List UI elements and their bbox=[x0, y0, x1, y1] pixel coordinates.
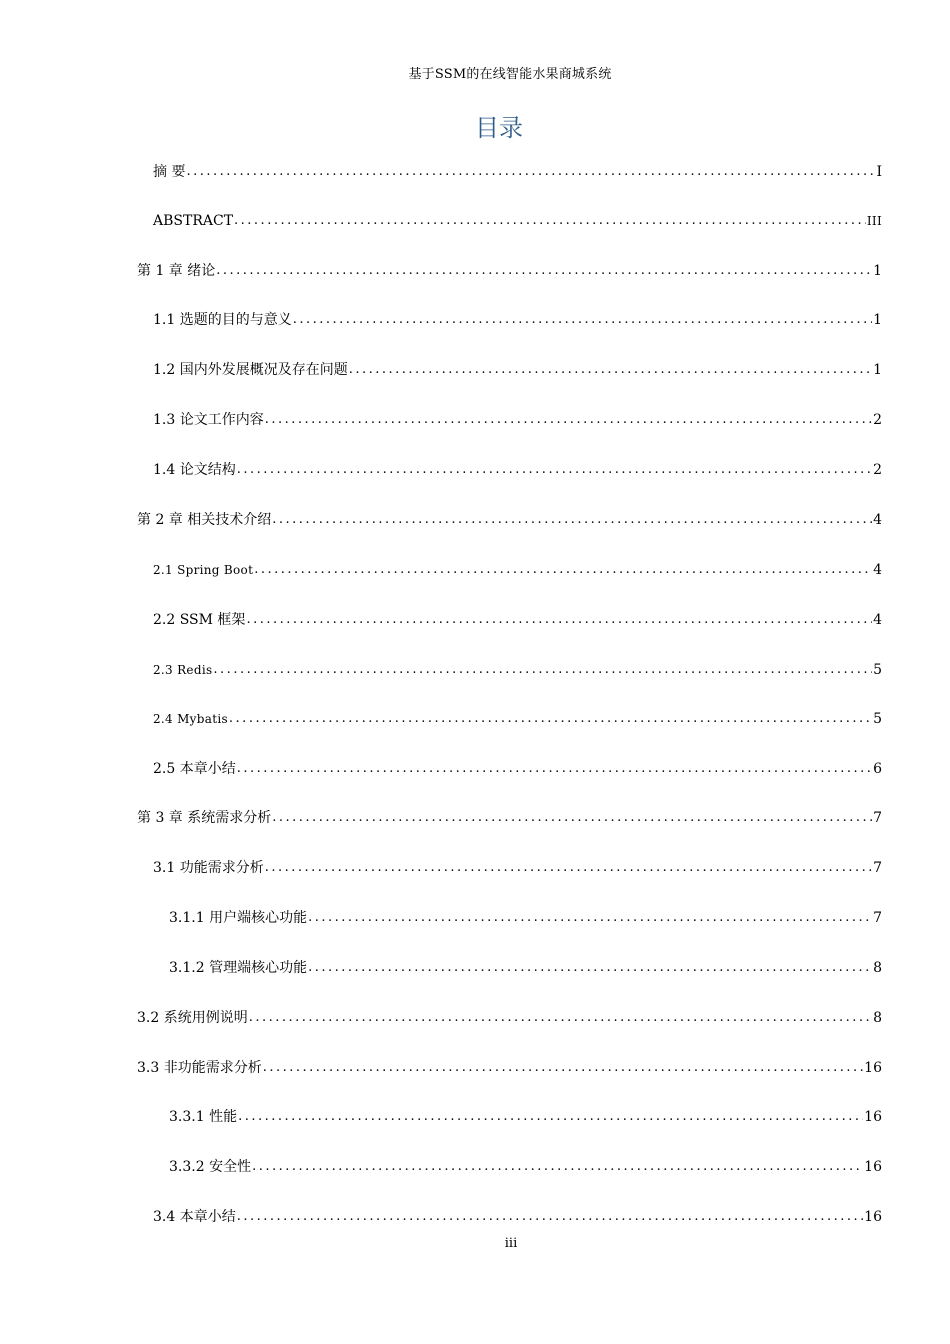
toc-entry-1-4[interactable] bbox=[153, 459, 882, 481]
toc-entry-label: 3.3.2 安全性 bbox=[169, 1159, 252, 1175]
toc-entry-label: 2.4 Mybatis bbox=[153, 712, 228, 726]
toc-entry-label: 1.4 论文结构 bbox=[153, 462, 236, 478]
toc-entry-label: 2.3 Redis bbox=[153, 663, 213, 677]
toc-entry-label: 3.1.1 用户端核心功能 bbox=[169, 910, 308, 926]
toc-entry-page: 7 bbox=[873, 910, 882, 926]
toc-entry-3-1-1[interactable] bbox=[169, 907, 882, 929]
toc-entry-chapter-2[interactable] bbox=[137, 509, 882, 531]
toc-entry-2-1[interactable] bbox=[153, 559, 882, 581]
toc-entry-label: 2.1 Spring Boot bbox=[153, 563, 254, 577]
toc-leader-dots bbox=[293, 309, 872, 331]
toc-entry-label: 2.5 本章小结 bbox=[153, 761, 236, 777]
toc-entry-page: 6 bbox=[873, 761, 882, 777]
toc-leader-dots bbox=[237, 1206, 863, 1228]
toc-leader-dots bbox=[308, 957, 872, 979]
toc-entry-label: 2.2 SSM 框架 bbox=[153, 612, 246, 628]
toc-entry-1-1[interactable] bbox=[153, 309, 882, 331]
toc-leader-dots bbox=[237, 758, 872, 780]
toc-leader-dots bbox=[234, 210, 866, 232]
toc-entry-label: 3.1.2 管理端核心功能 bbox=[169, 960, 308, 976]
toc-entry-chapter-3[interactable] bbox=[137, 807, 882, 829]
toc-entry-page: 4 bbox=[873, 612, 882, 628]
toc-entry-page: 16 bbox=[864, 1209, 882, 1225]
toc-entry-page: 16 bbox=[864, 1159, 882, 1175]
toc-entry-label: 3.2 系统用例说明 bbox=[137, 1010, 248, 1026]
toc-entry-label: 1.1 选题的目的与意义 bbox=[153, 312, 292, 328]
toc-entry-2-5[interactable] bbox=[153, 758, 882, 780]
toc-entry-page: I bbox=[876, 164, 882, 180]
toc-entry-page: 16 bbox=[864, 1060, 882, 1076]
toc-entry-chapter-1[interactable] bbox=[137, 260, 882, 282]
toc-entry-abstract-en[interactable] bbox=[153, 210, 882, 232]
toc-entry-page: III bbox=[866, 214, 882, 228]
toc-leader-dots bbox=[229, 708, 872, 730]
toc-entry-1-2[interactable] bbox=[153, 359, 882, 381]
toc-leader-dots bbox=[349, 359, 872, 381]
toc-leader-dots bbox=[263, 1057, 863, 1079]
toc-entry-2-3[interactable] bbox=[153, 659, 882, 681]
toc-entry-page: 16 bbox=[864, 1109, 882, 1125]
toc-entry-page: 1 bbox=[873, 362, 882, 378]
toc-entry-label: 3.3 非功能需求分析 bbox=[137, 1060, 262, 1076]
toc-entry-page: 1 bbox=[873, 263, 882, 279]
page-number: iii bbox=[504, 1236, 518, 1251]
toc-entry-label: 3.4 本章小结 bbox=[153, 1209, 236, 1225]
toc-entry-1-3[interactable] bbox=[153, 409, 882, 431]
toc-entry-page: 7 bbox=[873, 810, 882, 826]
toc-entry-3-4[interactable] bbox=[153, 1206, 882, 1228]
toc-entry-3-1[interactable] bbox=[153, 857, 882, 879]
toc-entry-3-1-2[interactable] bbox=[169, 957, 882, 979]
toc-entry-3-2[interactable] bbox=[137, 1007, 882, 1029]
toc-entry-3-3-2[interactable] bbox=[169, 1156, 882, 1178]
toc-entry-page: 2 bbox=[873, 412, 882, 428]
toc-leader-dots bbox=[272, 509, 872, 531]
toc-entry-2-4[interactable] bbox=[153, 708, 882, 730]
toc-entry-2-2[interactable] bbox=[153, 609, 882, 631]
toc-leader-dots bbox=[237, 459, 872, 481]
toc-entry-page: 5 bbox=[873, 711, 882, 727]
toc-leader-dots bbox=[238, 1106, 863, 1128]
toc-leader-dots bbox=[308, 907, 872, 929]
toc-title: 目录 bbox=[475, 114, 523, 142]
toc-entry-abstract-cn[interactable] bbox=[153, 161, 882, 183]
toc-entry-page: 4 bbox=[873, 562, 882, 578]
running-header: 基于SSM的在线智能水果商城系统 bbox=[408, 67, 612, 82]
toc-leader-dots bbox=[186, 161, 875, 183]
toc-entry-label: 摘 要 bbox=[153, 164, 186, 180]
toc-entry-label: 3.3.1 性能 bbox=[169, 1109, 238, 1125]
toc-entry-label: 第 1 章 绪论 bbox=[137, 263, 216, 279]
toc-leader-dots bbox=[272, 807, 872, 829]
toc-entry-page: 7 bbox=[873, 860, 882, 876]
toc-leader-dots bbox=[265, 409, 872, 431]
toc-entry-page: 8 bbox=[873, 960, 882, 976]
toc-entry-page: 8 bbox=[873, 1010, 882, 1026]
toc-entry-page: 1 bbox=[873, 312, 882, 328]
toc-entry-page: 4 bbox=[873, 512, 882, 528]
toc-leader-dots bbox=[246, 609, 872, 631]
toc-leader-dots bbox=[249, 1007, 872, 1029]
toc-entry-3-3[interactable] bbox=[137, 1057, 882, 1079]
toc-leader-dots bbox=[254, 559, 872, 581]
toc-entry-3-3-1[interactable] bbox=[169, 1106, 882, 1128]
toc-entry-page: 2 bbox=[873, 462, 882, 478]
toc-leader-dots bbox=[252, 1156, 863, 1178]
toc-leader-dots bbox=[216, 260, 872, 282]
toc-entry-label: 1.3 论文工作内容 bbox=[153, 412, 264, 428]
toc-leader-dots bbox=[213, 659, 872, 681]
toc-entry-label: 1.2 国内外发展概况及存在问题 bbox=[153, 362, 348, 378]
toc-entry-label: 第 3 章 系统需求分析 bbox=[137, 810, 272, 826]
toc-leader-dots bbox=[265, 857, 872, 879]
toc-entry-label: 第 2 章 相关技术介绍 bbox=[137, 512, 272, 528]
toc-entry-label: 3.1 功能需求分析 bbox=[153, 860, 264, 876]
toc-entry-page: 5 bbox=[873, 662, 882, 678]
toc-entry-label: ABSTRACT bbox=[153, 213, 234, 229]
